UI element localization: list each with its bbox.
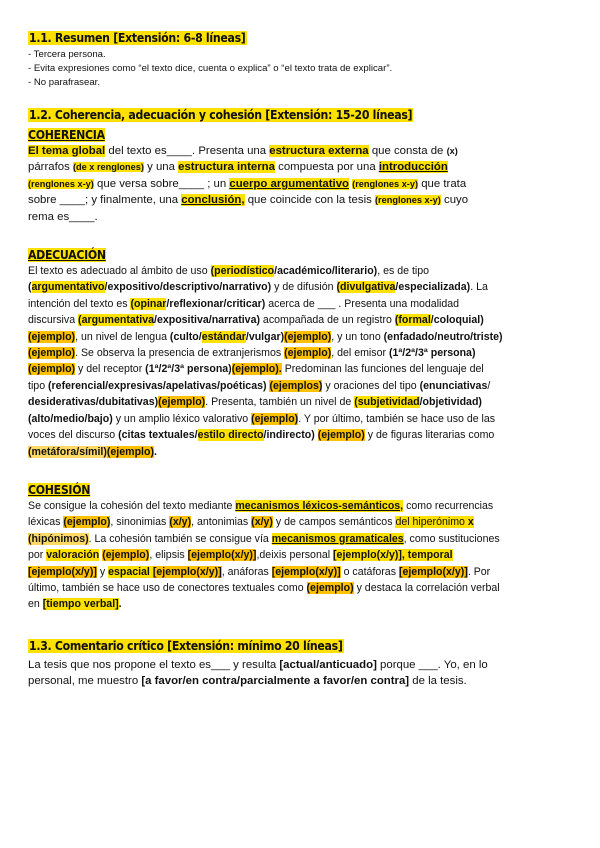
text-line: (renglones x-y) que versa sobre____ ; un cuerpo argumentativo (renglones x-y) que trata	[28, 177, 467, 190]
text-line: párrafos (de x renglones) y una estructura interna compuesta por una introducción	[28, 161, 448, 174]
text-line: La tesis que nos propone el texto es___ y resulta [actual/anticuado] porque ___. Yo, en lo	[28, 659, 488, 671]
text-line: por valoración (ejemplo), elipsis [ejemplo(x/y)],deixis personal [ejemplo(x/y)], temporal	[28, 549, 453, 562]
section-resumen	[28, 30, 392, 91]
text-line: último, también se hace uso de conectores textuales como (ejemplo) y destaca la correlación verbal	[28, 581, 500, 594]
text-line: discursiva (argumentativa/expositiva/narrativa) acompañada de un registro (formal/coloquial)	[28, 314, 484, 327]
text-line: (ejemplo), un nivel de lengua (culto/estándar/vulgar)(ejemplo), y un tono (enfadado/neutro/triste)	[28, 330, 503, 343]
text-line: (hipónimos). La cohesión también se consigue vía mecanismos gramaticales, como sustituciones	[28, 532, 500, 545]
adecuacion-paragraph	[28, 263, 566, 460]
section-title-coherencia: 1.2. Coherencia, adecuación y cohesión [Extensión: 15-20 líneas]	[29, 108, 413, 122]
bullet-item: - Tercera persona.	[28, 49, 106, 60]
text-line: El tema global del texto es____. Presenta una estructura externa que consta de (x)	[28, 145, 458, 157]
text-line: [ejemplo(x/y)] y espacial [ejemplo(x/y)], anáforas [ejemplo(x/y)] o catáforas [ejemplo(x/y)]. Por	[28, 565, 491, 578]
comentario-paragraph	[28, 657, 566, 690]
text-line: (argumentativo/expositivo/descriptivo/narrativo) y de difusión (divulgativa/especializada). La	[28, 281, 488, 294]
section-comentario-critico	[28, 638, 566, 690]
text-line: voces del discurso (citas textuales/estilo directo/indirecto) (ejemplo) y de figuras literarias como	[28, 429, 495, 442]
subtitle-cohesion: COHESIÓN	[28, 482, 91, 497]
cohesion-paragraph	[28, 498, 566, 613]
text-line: tipo (referencial/expresivas/apelativas/poéticas) (ejemplos) y oraciones del tipo (enunciativas/	[28, 379, 491, 392]
text-line: (metáfora/símil)(ejemplo).	[28, 445, 157, 458]
text-line: El texto es adecuado al ámbito de uso (periodístico/académico/literario), es de tipo	[28, 265, 430, 278]
resumen-bullets	[28, 48, 392, 91]
section-title-comentario: 1.3. Comentario crítico [Extensión: mínimo 20 líneas]	[29, 639, 343, 653]
text-line: léxicas (ejemplo), sinonimias (x/y), antonimias (x/y) y de campos semánticos del hiperónimo x	[28, 516, 474, 529]
text-line: personal, me muestro [a favor/en contra/parcialmente a favor/en contra] de la tesis.	[28, 675, 467, 688]
text-line: intención del texto es (opinar/reflexionar/criticar) acerca de ___ . Presenta una modalidad	[28, 297, 460, 310]
bullet-item: - Evita expresiones como “el texto dice, cuenta o explica” o “el texto trata de explicar”.	[28, 63, 393, 75]
text-line: en [tiempo verbal].	[28, 598, 122, 611]
text-line: (alto/medio/bajo) y un amplio léxico valorativo (ejemplo). Y por último, también se hace uso de las	[28, 412, 496, 425]
text-line: sobre ____; y finalmente, una conclusión, que coincide con la tesis (renglones x-y) cuyo	[28, 194, 469, 207]
text-line: rema es____.	[28, 210, 98, 223]
subtitle-coherencia: COHERENCIA	[28, 128, 105, 142]
section-title-resumen: 1.1. Resumen [Extensión: 6-8 líneas]	[29, 31, 246, 45]
subtitle-adecuacion: ADECUACIÓN	[28, 248, 106, 263]
text-line: (ejemplo). Se observa la presencia de extranjerismos (ejemplo), del emisor (1ª/2ª/3ª persona)	[28, 347, 476, 360]
text-line: desiderativas/dubitativas)(ejemplo). Presenta, también un nivel de (subjetividad/objetividad)	[28, 396, 482, 409]
bullet-item: - No parafrasear.	[28, 77, 100, 89]
coherencia-paragraph	[28, 143, 566, 225]
text-line: (ejemplo) y del receptor (1ª/2ª/3ª persona)(ejemplo). Predominan las funciones del lenguaje del	[28, 363, 484, 376]
text-line: Se consigue la cohesión del texto mediante mecanismos léxicos-semánticos, como recurrencias	[28, 499, 494, 512]
section-coherencia-adecuacion-cohesion	[28, 107, 566, 613]
